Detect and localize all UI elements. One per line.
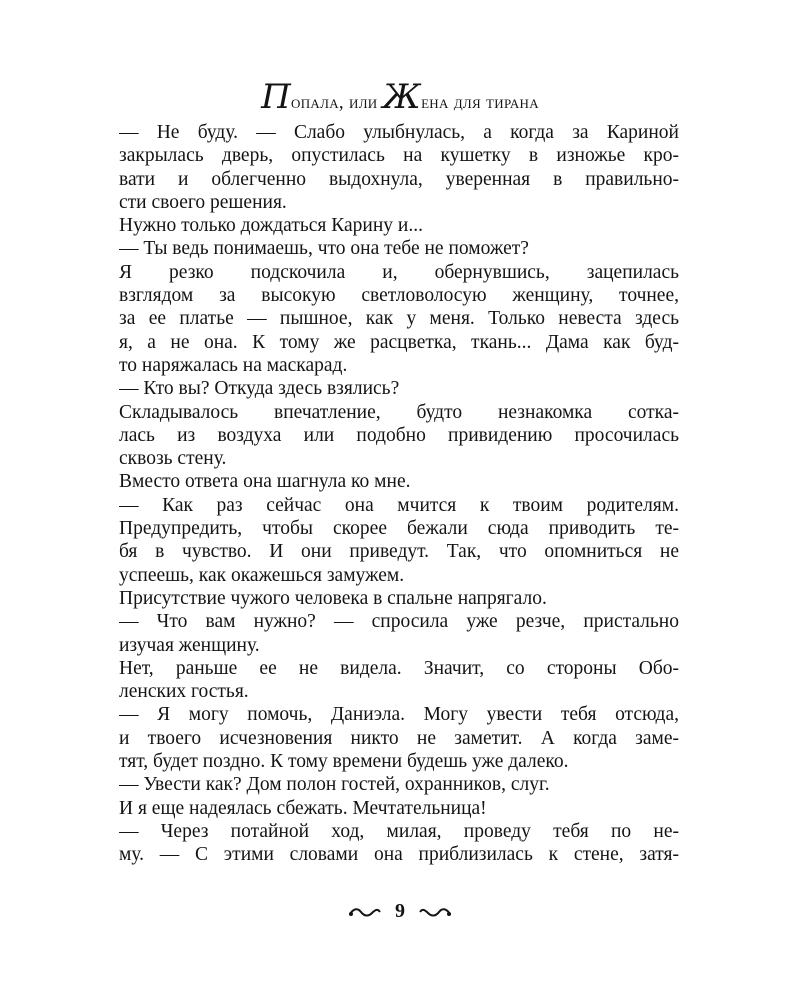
left-flourish-icon	[348, 905, 382, 919]
text-line: Предупредить, чтобы скорее бежали сюда приводить те-	[119, 518, 679, 540]
text-line: И я еще надеялась сбежать. Мечтательница!	[119, 797, 487, 819]
text-line: взглядом за высокую светловолосую женщину, точнее,	[119, 285, 679, 307]
title-part-2: ена для тирана	[421, 92, 539, 113]
running-head	[0, 77, 800, 118]
body-text	[119, 121, 679, 867]
text-line: — Ты ведь понимаешь, что она тебе не поможет?	[119, 238, 529, 260]
title-initial-2: Ж	[382, 77, 422, 117]
text-line: и твоего исчезновения никто не заметит. А когда заме-	[119, 727, 679, 749]
text-line: вати и облегченно выдохнула, уверенная в правильно-	[119, 168, 679, 190]
text-line: Нет, раньше ее не видела. Значит, со стороны Обо-	[119, 657, 679, 679]
page-number: 9	[395, 900, 405, 922]
text-line: тят, будет поздно. К тому времени будешь уже далеко.	[119, 751, 569, 773]
text-line: Нужно только дождаться Карину и...	[119, 215, 423, 237]
text-line: закрылась дверь, опустилась на кушетку в изножье кро-	[119, 145, 679, 167]
text-line: бя в чувство. И они приведут. Так, что опомниться не	[119, 541, 679, 563]
text-line: то наряжалась на маскарад.	[119, 354, 348, 376]
text-line: му. — С этими словами она приблизилась к стене, затя-	[119, 844, 679, 866]
text-line: — Я могу помочь, Даниэла. Могу увести тебя отсюда,	[119, 704, 679, 726]
text-line: изучая женщину.	[119, 634, 260, 656]
text-line: — Кто вы? Откуда здесь взялись?	[119, 378, 400, 400]
page-footer	[0, 898, 800, 924]
text-line: сквозь стену.	[119, 448, 227, 470]
text-line: лась из воздуха или подобно привидению просочилась	[119, 424, 679, 446]
text-line: ленских гостья.	[119, 681, 249, 703]
text-line: — Увести как? Дом полон гостей, охранников, слуг.	[119, 774, 550, 796]
title-part-1: опала, или	[291, 92, 383, 113]
text-line: сти своего решения.	[119, 191, 287, 213]
text-line: — Не буду. — Слабо улыбнулась, а когда за Кариной	[119, 122, 679, 143]
title-initial-1: П	[261, 77, 292, 117]
text-line: — Как раз сейчас она мчится к твоим родителям.	[119, 494, 679, 516]
text-line: успеешь, как окажешься замужем.	[119, 564, 405, 586]
text-line: Я резко подскочила и, обернувшись, зацепилась	[119, 261, 679, 283]
text-line: — Через потайной ход, милая, проведу тебя по не-	[119, 820, 679, 842]
text-line: Присутствие чужого человека в спальне напрягало.	[119, 587, 547, 609]
text-line: за ее платье — пышное, как у меня. Только невеста здесь	[119, 308, 679, 330]
text-line: Складывалось впечатление, будто незнакомка сотка-	[119, 401, 679, 423]
right-flourish-icon	[418, 905, 452, 919]
text-line: — Что вам нужно? — спросила уже резче, пристально	[119, 611, 679, 633]
text-line: я, а не она. К тому же расцветка, ткань... Дама как буд-	[119, 331, 679, 353]
text-line: Вместо ответа она шагнула ко мне.	[119, 471, 411, 493]
